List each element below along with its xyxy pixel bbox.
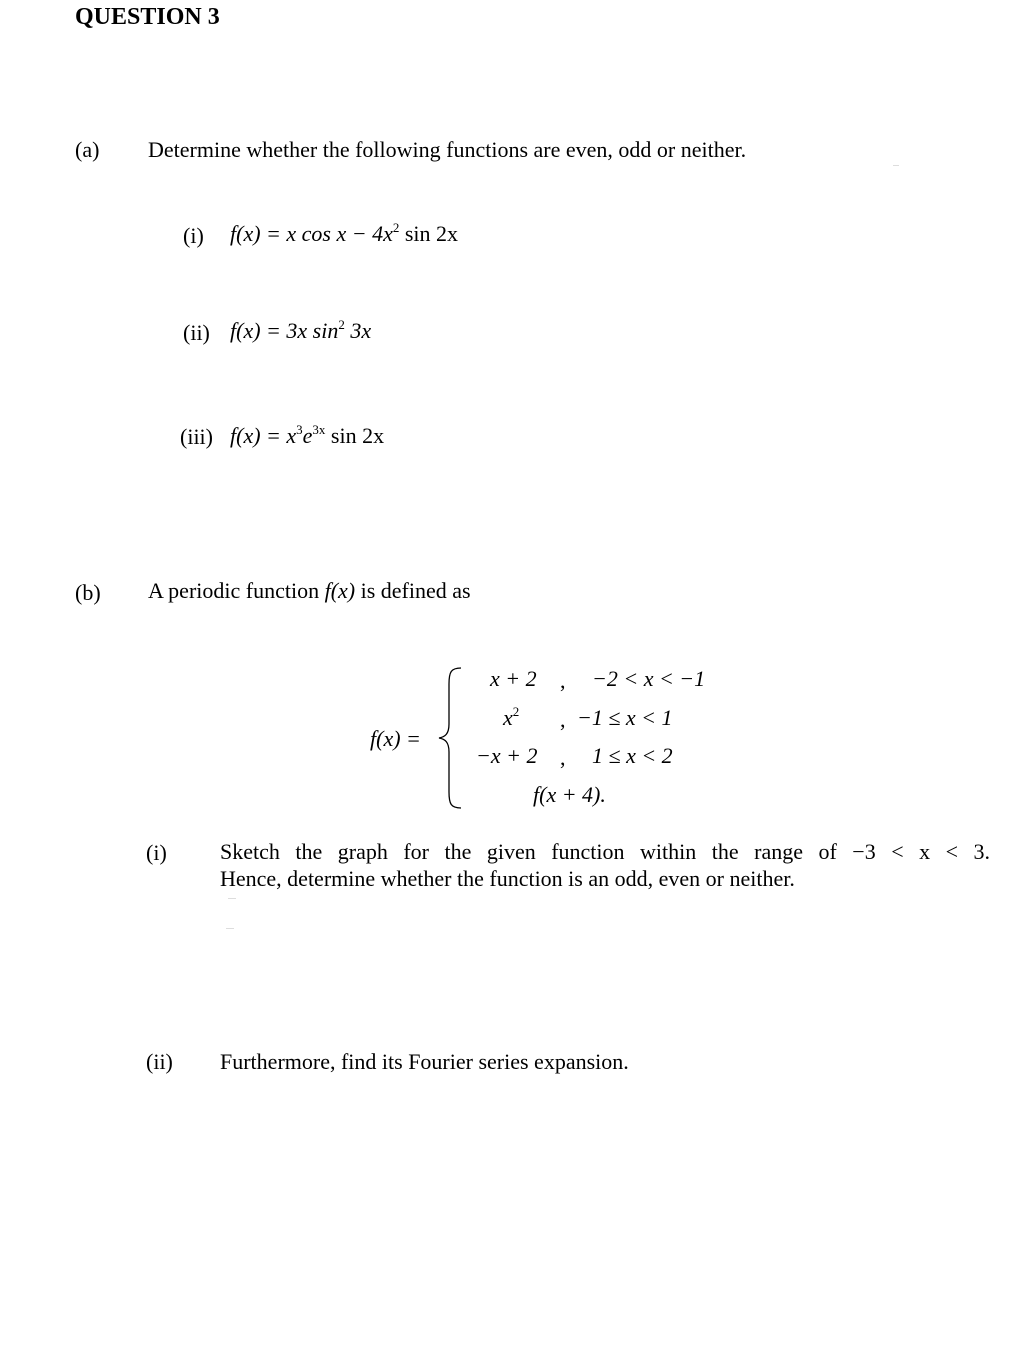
scan-speck	[226, 928, 234, 929]
part-a-prompt: Determine whether the following functions are even, odd or neither.	[148, 137, 747, 162]
case-3-cond: 1 ≤ x < 2	[592, 743, 673, 768]
periodic-condition: f(x + 4).	[533, 782, 606, 807]
case-1-comma: ,	[560, 668, 566, 693]
part-b-item-i-line2: Hence, determine whether the function is an odd, even or neither.	[220, 866, 795, 891]
part-a-item-iii-expr: $f(x) = x^3e^{3x}$ sin 2x	[230, 422, 385, 448]
part-a-item-iii-label: (iii)	[180, 424, 213, 449]
scan-speck	[893, 165, 899, 166]
part-a-item-i-expr: f(x) = x $\cos x - 4x^2$ sin 2x	[230, 220, 459, 246]
case-2-cond: −1 ≤ x < 1	[577, 705, 673, 730]
case-1-cond: −2 < x < −1	[592, 666, 706, 691]
left-brace-icon	[435, 666, 465, 810]
part-a-item-ii-label: (ii)	[183, 320, 210, 345]
part-b-label: (b)	[75, 580, 101, 605]
part-a-item-i-label: (i)	[183, 223, 204, 248]
case-3-comma: ,	[560, 745, 566, 770]
scan-speck	[228, 898, 236, 899]
case-2-comma: ,	[560, 707, 566, 732]
question-title: QUESTION 3	[75, 4, 220, 30]
part-b-item-i-label: (i)	[146, 840, 167, 865]
part-b-item-i-line1: Sketch the graph for the given function within the range of −3 < x < 3.	[220, 839, 990, 864]
case-2-expr: $x^2$	[503, 704, 520, 730]
case-3-expr: −x + 2	[476, 743, 538, 768]
part-b-item-ii-line1: Furthermore, find its Fourier series expansion.	[220, 1049, 629, 1074]
part-a-item-ii-expr: f(x) = 3x $\sin^2 3x$	[230, 317, 372, 343]
part-b-prompt: A periodic function f(x) is defined as	[148, 578, 471, 603]
piecewise-lhs: f(x) =	[370, 726, 421, 751]
part-b-item-ii-label: (ii)	[146, 1049, 173, 1074]
case-1-expr: x + 2	[490, 666, 537, 691]
part-a-label: (a)	[75, 137, 100, 162]
